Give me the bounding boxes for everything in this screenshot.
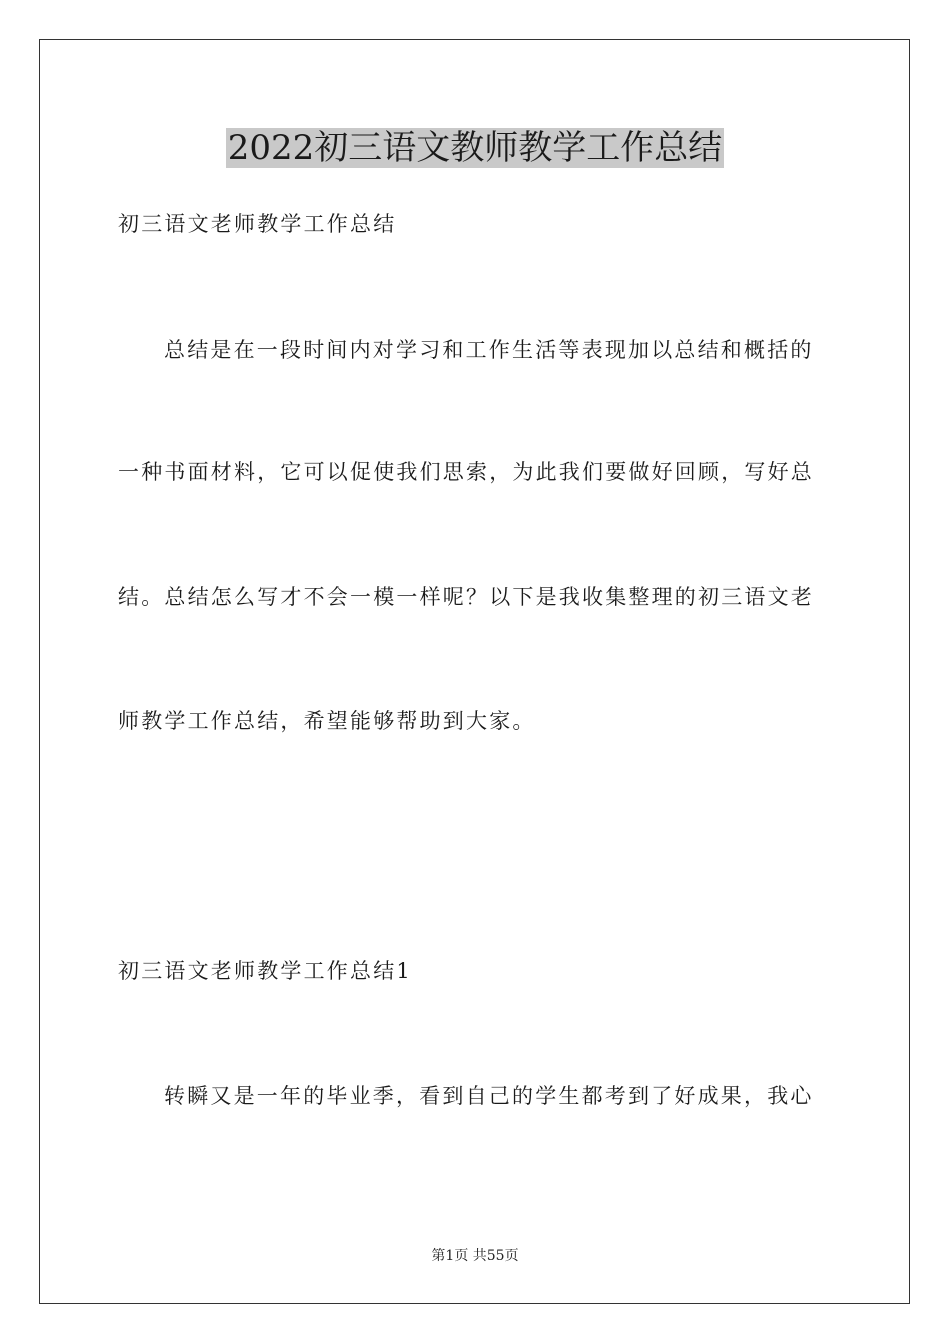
intro-line-2: 一种书面材料，它可以促使我们思索，为此我们要做好回顾，写好总	[118, 460, 814, 484]
intro-line-4: 师教学工作总结，希望能够帮助到大家。	[118, 709, 536, 733]
section-line-1: 转瞬又是一年的毕业季，看到自己的学生都考到了好成果，我心	[164, 1084, 814, 1108]
intro-line-3: 结。总结怎么写才不会一模一样呢？以下是我收集整理的初三语文老	[118, 585, 814, 609]
document-subtitle: 初三语文老师教学工作总结	[118, 212, 397, 236]
section-heading: 初三语文老师教学工作总结1	[118, 959, 412, 983]
page-footer: 第1页 共55页	[431, 1248, 519, 1264]
document-title	[0, 126, 950, 170]
document-title-text: 2022初三语文教师教学工作总结	[227, 128, 723, 168]
intro-line-1: 总结是在一段时间内对学习和工作生活等表现加以总结和概括的	[164, 338, 814, 362]
